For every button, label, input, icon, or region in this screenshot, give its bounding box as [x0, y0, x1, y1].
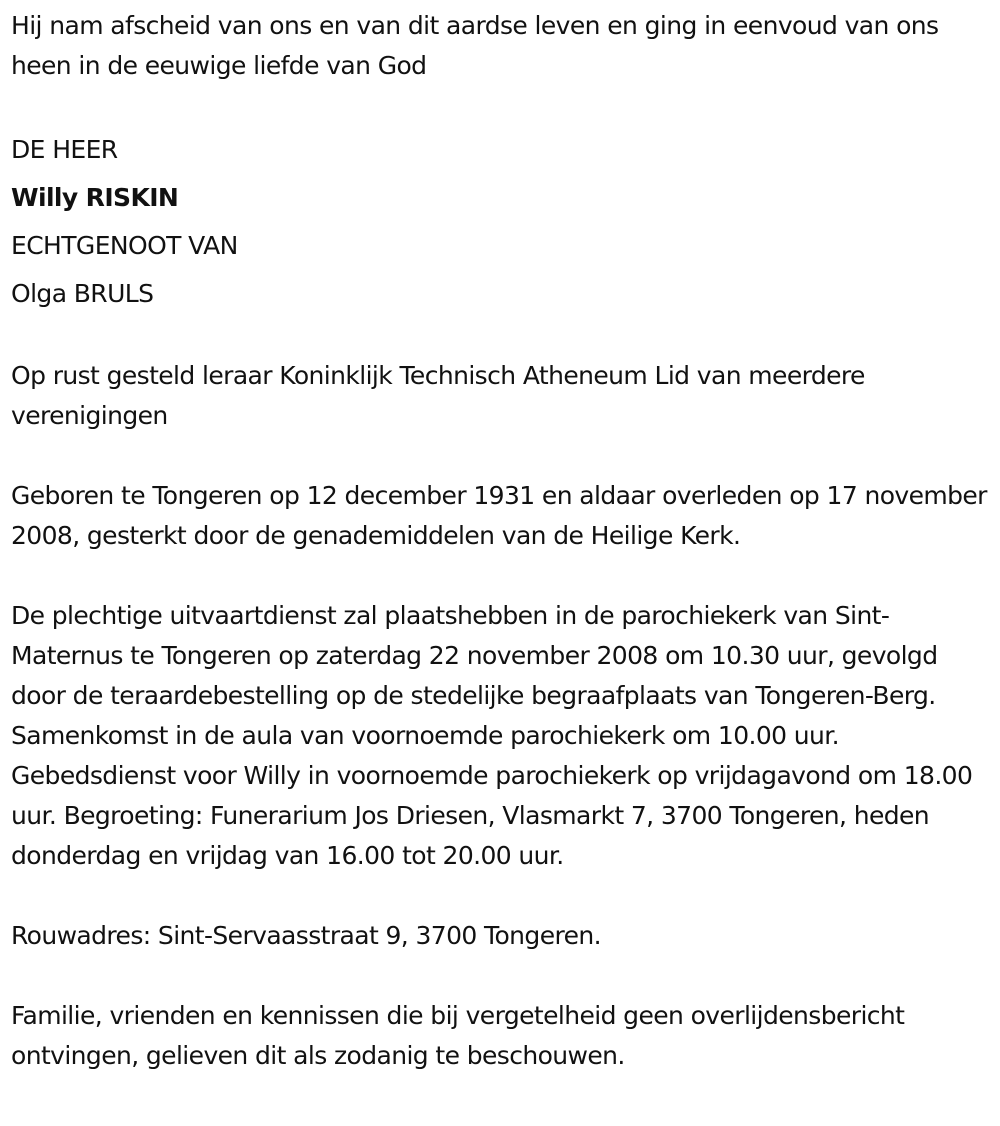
mourning-address-text: Rouwadres: Sint-Servaasstraat 9, 3700 Tongeren.	[11, 921, 601, 950]
family-note-text: Familie, vrienden en kennissen die bij vergetelheid geen overlijdensbericht ontvingen, gelieven dit als zodanig te beschouwen.	[11, 1001, 905, 1070]
intro-text: Hij nam afscheid van ons en van dit aardse leven en ging in eenvoud van ons heen in de eeuwige liefde van God	[11, 11, 939, 80]
deceased-heading	[11, 126, 996, 318]
occupation-text: Op rust gesteld leraar Koninklijk Technisch Atheneum Lid van meerdere verenigingen	[11, 361, 865, 430]
spacer	[11, 556, 996, 596]
spacer	[11, 86, 996, 126]
spacer	[11, 318, 996, 356]
spouse-name: Olga BRULS	[11, 279, 154, 308]
obituary-document	[11, 6, 996, 1076]
spacer	[11, 956, 996, 996]
funeral-details-text: De plechtige uitvaartdienst zal plaatshebben in de parochiekerk van Sint-Maternus te Tongeren op zaterdag 22 november 2008 om 10.30 uur, gevolgd door de teraardebestelling op de stedelijke begraafplaats van Tongeren-Berg. Samenkomst in de aula van voornoemde parochiekerk om 10.00 uur. Gebedsdienst voor Willy in voornoemde parochiekerk op vrijdagavond om 18.00 uur. Begroeting: Funerarium Jos Driesen, Vlasmarkt 7, 3700 Tongeren, heden donderdag en vrijdag van 16.00 tot 20.00 uur.	[11, 601, 973, 870]
spacer	[11, 876, 996, 916]
relation-label: ECHTGENOOT VAN	[11, 231, 238, 260]
spacer	[11, 436, 996, 476]
honorific-title: DE HEER	[11, 135, 118, 164]
birth-death-text: Geboren te Tongeren op 12 december 1931 en aldaar overleden op 17 november 2008, gesterkt door de genademiddelen van de Heilige Kerk.	[11, 481, 987, 550]
deceased-name: Willy RISKIN	[11, 183, 179, 212]
